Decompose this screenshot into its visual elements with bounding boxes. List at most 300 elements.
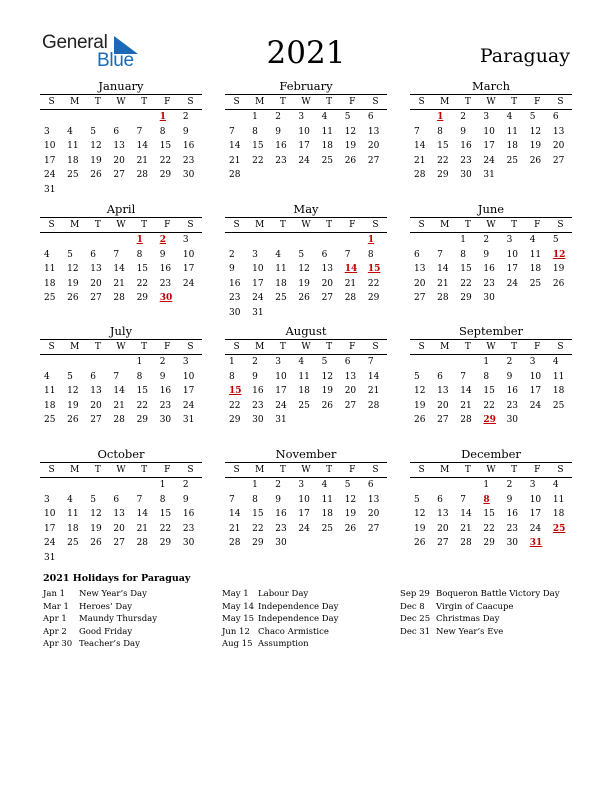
weekday-label: F	[164, 97, 171, 107]
day: 16	[159, 264, 172, 275]
day: 19	[552, 264, 565, 275]
month-january	[40, 79, 202, 198]
weekday-header	[410, 339, 572, 355]
holiday-row	[400, 613, 560, 626]
day: 1	[136, 357, 143, 367]
day-grid	[410, 110, 572, 183]
weekday-header	[40, 94, 202, 110]
day: 16	[460, 141, 472, 152]
day: 10	[298, 126, 310, 137]
day: 13	[344, 371, 357, 382]
day: 29	[136, 293, 149, 304]
weekday-header	[410, 217, 572, 233]
day: 26	[529, 155, 542, 166]
weekday-header	[410, 462, 572, 478]
day: 17	[483, 141, 495, 152]
day: 10	[275, 371, 287, 382]
month-name: November	[275, 447, 337, 461]
day: 19	[321, 386, 334, 397]
day: 15	[136, 264, 149, 275]
day: 9	[506, 371, 513, 382]
day: 9	[182, 494, 189, 505]
day: 7	[460, 371, 467, 382]
blank-day	[456, 355, 479, 370]
day: 16	[506, 509, 519, 520]
day: 24	[529, 523, 542, 534]
day: 25	[44, 293, 56, 304]
holiday-row	[400, 601, 560, 614]
day: 3	[506, 235, 513, 245]
holiday-row	[222, 601, 338, 614]
blank-day	[133, 110, 156, 125]
day: 3	[529, 357, 536, 367]
day: 8	[229, 371, 235, 382]
weekday-label: T	[141, 465, 148, 475]
day: 12	[529, 126, 542, 137]
year-title: 2021	[266, 35, 346, 71]
weekday-label: S	[372, 220, 379, 230]
day: 22	[437, 155, 449, 166]
day: 27	[90, 415, 102, 426]
day: 18	[321, 141, 334, 152]
day: 22	[460, 278, 472, 289]
weekday-label: T	[94, 465, 101, 475]
day: 5	[321, 357, 328, 367]
month-october	[40, 447, 202, 566]
day: 27	[552, 155, 565, 166]
day: 14	[113, 264, 125, 275]
day: 29	[367, 293, 380, 304]
day: 24	[275, 400, 287, 411]
day: 29	[252, 538, 264, 549]
holiday-day: 25	[552, 523, 566, 534]
day-grid	[410, 355, 572, 428]
day: 23	[229, 293, 241, 304]
weekday-label: W	[116, 220, 126, 230]
day: 24	[483, 155, 495, 166]
weekday-label: W	[116, 465, 126, 475]
weekday-label: S	[48, 220, 55, 230]
day: 21	[460, 523, 472, 534]
day: 22	[483, 523, 495, 534]
weekday-label: T	[464, 97, 471, 107]
weekday-label: F	[349, 220, 356, 230]
day: 18	[321, 509, 334, 520]
day: 15	[159, 141, 172, 152]
day: 15	[252, 509, 264, 520]
day: 13	[90, 386, 102, 397]
weekday-label: M	[255, 220, 265, 230]
day: 21	[460, 400, 472, 411]
day: 14	[460, 509, 472, 520]
day: 15	[460, 264, 472, 275]
day: 26	[90, 170, 102, 181]
day: 18	[67, 155, 79, 166]
day: 9	[275, 126, 282, 137]
weekday-label: T	[94, 97, 101, 107]
day: 28	[367, 400, 380, 411]
weekday-label: M	[70, 220, 80, 230]
blank-day	[86, 233, 109, 248]
day: 24	[44, 538, 56, 549]
day: 20	[321, 278, 334, 289]
month-name: February	[279, 79, 333, 93]
blank-day	[63, 233, 86, 248]
day: 3	[252, 249, 258, 260]
holiday-row	[43, 601, 157, 614]
holiday-name: New Year’s Eve	[436, 626, 504, 637]
day: 31	[252, 307, 264, 318]
day: 1	[483, 480, 490, 490]
holiday-name: Teacher’s Day	[79, 639, 140, 649]
day: 25	[506, 155, 519, 166]
day: 29	[136, 415, 149, 426]
day: 31	[275, 415, 287, 426]
day: 28	[136, 170, 149, 181]
holiday-name: Boqueron Battle Victory Day	[436, 589, 560, 599]
day: 11	[552, 371, 565, 382]
day: 4	[552, 480, 559, 490]
day: 11	[275, 264, 287, 275]
holiday-date: May 15	[222, 614, 255, 624]
day: 1	[483, 357, 490, 367]
weekday-label: S	[48, 342, 55, 352]
day: 22	[159, 155, 172, 166]
day: 2	[182, 480, 189, 490]
day: 24	[182, 400, 195, 411]
day-grid	[410, 233, 572, 306]
day: 20	[414, 278, 426, 289]
weekday-label: S	[372, 465, 379, 475]
weekday-label: M	[440, 220, 450, 230]
weekday-label: S	[233, 465, 240, 475]
holiday-date: Sep 29	[400, 589, 430, 599]
month-march	[410, 79, 572, 183]
day: 12	[321, 371, 334, 382]
day: 1	[460, 235, 467, 245]
weekday-label: S	[418, 97, 425, 107]
day: 16	[506, 386, 519, 397]
weekday-label: T	[94, 342, 101, 352]
blank-day	[63, 355, 86, 370]
weekday-header	[225, 462, 387, 478]
holiday-day: 1	[437, 112, 444, 122]
day: 18	[506, 141, 519, 152]
day: 7	[229, 126, 235, 137]
holiday-row	[43, 638, 157, 651]
blank-day	[225, 233, 248, 248]
day: 13	[437, 386, 449, 397]
weekday-label: S	[187, 465, 194, 475]
day: 19	[90, 523, 102, 534]
weekday-label: S	[187, 342, 194, 352]
day: 27	[437, 415, 449, 426]
holiday-date: Apr 1	[43, 614, 67, 624]
day: 13	[367, 126, 380, 137]
day: 3	[182, 235, 189, 245]
day: 30	[506, 415, 519, 426]
holiday-row	[43, 626, 157, 639]
day: 29	[229, 415, 241, 426]
day: 14	[460, 386, 472, 397]
day: 11	[67, 509, 79, 520]
weekday-label: T	[141, 97, 148, 107]
day: 18	[44, 278, 56, 289]
day: 2	[229, 249, 235, 260]
day: 10	[483, 126, 495, 137]
month-december	[410, 447, 572, 551]
day: 23	[159, 278, 172, 289]
day: 15	[252, 141, 264, 152]
day: 10	[298, 494, 310, 505]
weekday-label: F	[534, 97, 541, 107]
weekday-label: T	[94, 220, 101, 230]
month-february	[225, 79, 387, 183]
holiday-day: 1	[367, 235, 375, 245]
holiday-row	[222, 613, 338, 626]
weekday-label: W	[116, 97, 126, 107]
day: 22	[229, 400, 241, 411]
weekday-label: M	[70, 342, 80, 352]
day: 20	[367, 141, 380, 152]
day: 25	[298, 400, 310, 411]
day: 20	[437, 400, 449, 411]
day: 19	[344, 141, 357, 152]
day: 5	[344, 112, 351, 122]
day: 5	[67, 371, 73, 382]
day: 15	[437, 141, 449, 152]
day: 4	[67, 126, 73, 137]
day: 8	[252, 494, 258, 505]
day: 27	[113, 538, 125, 549]
day: 7	[344, 249, 351, 260]
day: 15	[483, 386, 495, 397]
weekday-label: W	[486, 220, 496, 230]
day: 6	[90, 249, 97, 260]
weekday-label: M	[255, 465, 265, 475]
day: 20	[113, 523, 125, 534]
day: 21	[113, 278, 125, 289]
day: 5	[414, 494, 420, 505]
blank-day	[433, 355, 456, 370]
weekday-label: T	[279, 97, 286, 107]
day: 28	[460, 538, 472, 549]
weekday-label: T	[511, 465, 518, 475]
day: 11	[67, 141, 79, 152]
weekday-label: S	[418, 342, 425, 352]
day-grid	[225, 478, 387, 551]
day: 10	[529, 371, 542, 382]
month-august	[225, 324, 387, 428]
day: 18	[298, 386, 310, 397]
day: 30	[460, 170, 472, 181]
day: 26	[67, 415, 79, 426]
day: 21	[229, 155, 241, 166]
day: 11	[321, 494, 334, 505]
day: 28	[229, 170, 241, 181]
day: 11	[44, 264, 56, 275]
weekday-label: T	[141, 220, 148, 230]
day: 13	[367, 494, 380, 505]
weekday-label: T	[464, 342, 471, 352]
day: 8	[136, 249, 143, 260]
day: 12	[414, 386, 426, 397]
day: 26	[90, 538, 102, 549]
day: 3	[529, 480, 536, 490]
day: 25	[44, 415, 56, 426]
day: 3	[44, 494, 50, 505]
month-november	[225, 447, 387, 551]
weekday-label: F	[164, 342, 171, 352]
holiday-row	[222, 638, 338, 651]
day: 10	[252, 264, 264, 275]
day: 27	[414, 293, 426, 304]
day: 13	[437, 509, 449, 520]
day: 23	[460, 155, 472, 166]
day: 9	[252, 371, 258, 382]
logo-word-blue: Blue	[97, 50, 134, 71]
day: 2	[182, 112, 189, 122]
blank-day	[40, 233, 63, 248]
blank-day	[433, 478, 456, 493]
day: 31	[44, 184, 56, 195]
day: 6	[113, 494, 120, 505]
day: 25	[67, 170, 79, 181]
day: 12	[90, 509, 102, 520]
day: 7	[113, 371, 120, 382]
day: 4	[298, 357, 305, 367]
day: 17	[275, 386, 287, 397]
day: 23	[182, 523, 195, 534]
day: 30	[229, 307, 241, 318]
day: 2	[275, 112, 282, 122]
weekday-label: M	[255, 342, 265, 352]
day: 10	[182, 249, 195, 260]
day: 1	[252, 480, 258, 490]
day: 5	[67, 249, 73, 260]
month-name: August	[285, 324, 327, 338]
day: 8	[483, 371, 490, 382]
day: 21	[229, 523, 241, 534]
day: 15	[159, 509, 172, 520]
day-grid	[40, 478, 202, 566]
day-grid	[225, 233, 387, 321]
day: 23	[506, 523, 519, 534]
weekday-label: T	[511, 97, 518, 107]
holiday-date: Dec 8	[400, 601, 425, 612]
logo-word-general: General	[42, 32, 108, 53]
day: 7	[136, 494, 143, 505]
weekday-label: M	[255, 97, 265, 107]
day: 10	[529, 494, 542, 505]
day: 5	[529, 112, 536, 122]
day: 16	[229, 278, 241, 289]
day: 26	[414, 538, 426, 549]
weekday-label: F	[349, 342, 356, 352]
holiday-day: 15	[229, 386, 242, 397]
day: 4	[44, 371, 50, 382]
day: 31	[44, 552, 56, 563]
day: 8	[159, 126, 166, 137]
day: 25	[321, 523, 334, 534]
blank-day	[271, 233, 294, 248]
day: 11	[298, 371, 310, 382]
day: 24	[252, 293, 264, 304]
day: 30	[275, 538, 287, 549]
day: 21	[437, 278, 449, 289]
blank-day	[456, 478, 479, 493]
day: 17	[529, 509, 542, 520]
day: 5	[552, 235, 559, 245]
day: 12	[414, 509, 426, 520]
day-grid	[410, 478, 572, 551]
weekday-label: S	[372, 342, 379, 352]
day: 18	[44, 400, 56, 411]
day: 30	[182, 538, 195, 549]
day: 16	[182, 509, 195, 520]
day: 23	[159, 400, 172, 411]
weekday-label: S	[372, 97, 379, 107]
day: 17	[182, 386, 195, 397]
month-may	[225, 202, 387, 321]
day: 8	[252, 126, 258, 137]
blank-day	[248, 233, 271, 248]
day: 16	[275, 509, 287, 520]
weekday-label: F	[349, 465, 356, 475]
day-grid	[225, 110, 387, 183]
day: 4	[506, 112, 513, 122]
day: 11	[506, 126, 519, 137]
day: 24	[298, 523, 310, 534]
holiday-date: May 14	[222, 601, 255, 612]
blank-day	[341, 233, 364, 248]
holiday-row	[43, 588, 157, 601]
day: 14	[113, 386, 125, 397]
day: 31	[182, 415, 195, 426]
weekday-label: F	[164, 220, 171, 230]
day: 4	[275, 249, 282, 260]
day: 16	[275, 141, 287, 152]
day: 18	[552, 386, 565, 397]
weekday-label: W	[301, 97, 311, 107]
day: 13	[552, 126, 565, 137]
day: 3	[275, 357, 282, 367]
holiday-column	[222, 588, 338, 651]
holiday-row	[222, 626, 338, 639]
day: 27	[321, 293, 334, 304]
blank-day	[109, 110, 132, 125]
weekday-label: W	[301, 342, 311, 352]
day: 12	[344, 126, 357, 137]
month-name: January	[98, 79, 144, 93]
day: 22	[159, 523, 172, 534]
holiday-name: Virgin of Caacupe	[436, 601, 514, 612]
weekday-label: W	[486, 97, 496, 107]
weekday-label: S	[187, 97, 194, 107]
blank-day	[410, 110, 433, 125]
holiday-date: Apr 30	[43, 639, 73, 649]
weekday-label: S	[187, 220, 194, 230]
day: 20	[90, 278, 102, 289]
day: 1	[229, 357, 235, 367]
blank-day	[86, 110, 109, 125]
holiday-name: Labour Day	[258, 589, 309, 599]
day: 6	[437, 494, 443, 505]
holiday-row	[222, 588, 338, 601]
day: 27	[367, 155, 380, 166]
weekday-label: S	[557, 97, 564, 107]
weekday-label: W	[301, 220, 311, 230]
